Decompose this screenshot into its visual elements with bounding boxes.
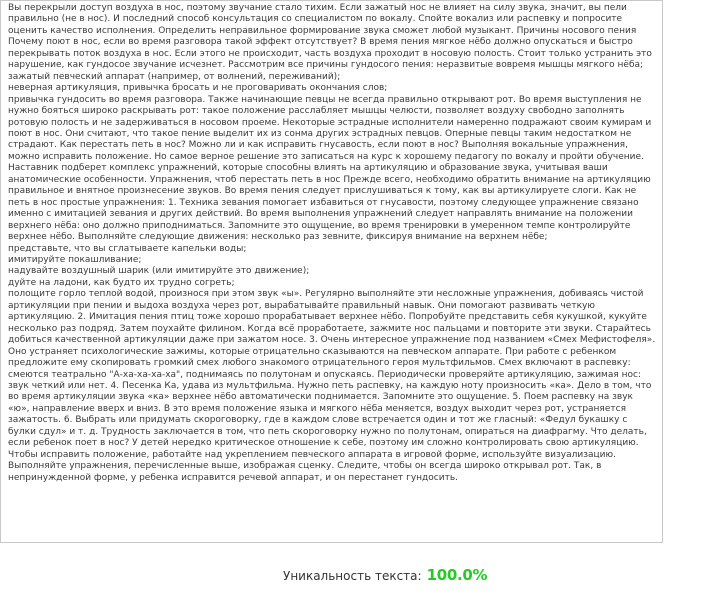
uniqueness-value: 100.0% xyxy=(426,566,488,584)
uniqueness-result xyxy=(283,566,487,588)
uniqueness-label: Уникальность текста: xyxy=(283,569,422,583)
text-content: Вы перекрыли доступ воздуха в нос, поэтому звучание стало тихим. Если зажатый нос не влияет на силу звука, значит, вы пели правильно (не в нос). И последний способ консультация со специалистом по вокалу. Спойте вокализ или распевку и попросите оценить качество исполнения. Определить неправильное формирование звука сможет любой музыкант. Причины носового пения Почему поют в нос, если во время разговора такой эффект отсутствует? В время пения мягкое нёбо должно опускаться и быстро перекрывать поток воздуха в нос. Если этого не происходит, часть воздуха проходит в носовую полость. Стоит только устранить это нарушение, как гундосое звучание исчезнет. Рассмотрим все причины гундосого пения: неразвитые вовремя мышцы мягкого нёба; зажатый певческий аппарат (например, от волнений, переживаний); неверная артикуляция, привычка бросать и не проговаривать окончания слов; привычка гундосить во время разговора. Также начинающие певцы не всегда правильно открывают рот. Во время выступления не нужно бояться широко раскрывать рот: такое положение расслабляет мышцы челюсти, позволяет воздуху свободно заполнять ротовую полость и не задерживаться в носовом проеме. Некоторые эстрадные исполнители намеренно подражают своим кумирам и поют в нос. Они считают, что такое пение выделит их из сонма других эстрадных певцов. Оперные певцы таким недостатком не страдают. Как перестать петь в нос? Можно ли и как исправить гнусавость, если поют в нос? Выполняя вокальные упражнения, можно исправить положение. Но самое верное решение это записаться на курс к хорошему педагогу по вокалу и пройти обучение. Наставник подберет комплекс упражнений, которые способны влиять на артикуляцию и образование звука, учитывая ваши анатомические особенности. Упражнения, чтоб перестать петь в нос Прежде всего, необходимо обратить внимание на артикуляцию правильное и внятное произнесение звуков. Во время пения следует прислушиваться к тому, как вы артикулируете слоги. Как не петь в нос простые упражнения: 1. Техника зевания помогает избавиться от гнусавости, поэтому следующее упражнение связано именно с имитацией зевания и других действий. Во время выполнения упражнений следует направлять внимание на положении верхнего нёба: оно должно приподниматься. Запомните это ощущение, во время тренировки в умеренном темпе контролируйте верхнее нёбо. Выполняйте следующие движения: несколько раз зевните, фиксируя внимание на верхнем нёбе; представьте, что вы сглатываете капельки воды; имитируйте покашливание; надувайте воздушный шарик (или имитируйте это движение); дуйте на ладони, как будто их трудно согреть; полощите горло теплой водой, произнося при этом звук «ы». Регулярно выполняйте эти несложные упражнения, добиваясь чистой артикуляции при пении и выдоха воздуха через рот, вырабатывайте правильный навык. Они помогают развивать четкую артикуляцию. 2. Имитация пения птиц тоже хорошо прорабатывает верхнее нёбо. Попробуйте представить себя кукушкой, кукуйте несколько раз подряд. Затем поухайте филином. Когда всё проработаете, зажмите нос пальцами и повторите эти звуки. Старайтесь добиться качественной артикуляции даже при зажатом носе. 3. Очень интересное упражнение под названием «Смех Мефистофеля». Оно устраняет психологические зажимы, которые отрицательно сказываются на певческом аппарате. При работе с ребенком предложите ему скопировать громкий смех любого знакомого отрицательного героя мультфильмов. Смех включают в распевку: смеются театрально "А-ха-ха-ха-ха", поднимаясь по полутонам и опускаясь. Периодически проверяйте артикуляцию, зажимая нос: звук четкий или нет. 4. Песенка Ка, удава из мультфильма. Нужно петь распевку, на каждую ноту произносить «ка». Дело в том, что во время артикуляции звука «ка» верхнее нёбо автоматически поднимается. Запомните это ощущение. 5. Поем распевку на звук «ю», направление вверх и вниз. В это время положение языка и мягкого нёба меняется, воздух выходит через рот, устраняется зажатость. 6. Выбрать или придумать скороговорку, где в каждом слове встречается один и тот же гласный: «Федул букашку с булки сдул» и т. д. Трудность заключается в том, что петь скороговорку нужно по полутонам, опираться на диафрагму. Что делать, если ребенок поет в нос? У детей нередко критическое отношение к себе, поэтому им сложно контролировать свою артикуляцию. Чтобы исправить положение, работайте над укреплением певческого аппарата в игровой форме, используйте визуализацию. Выполняйте упражнения, перечисленные выше, изображая сценку. Следите, чтобы он всегда широко открывал рот. Так, в непринужденной форме, у ребенка исправится речевой аппарат, и он перестанет гундосить. xyxy=(8,3,656,483)
